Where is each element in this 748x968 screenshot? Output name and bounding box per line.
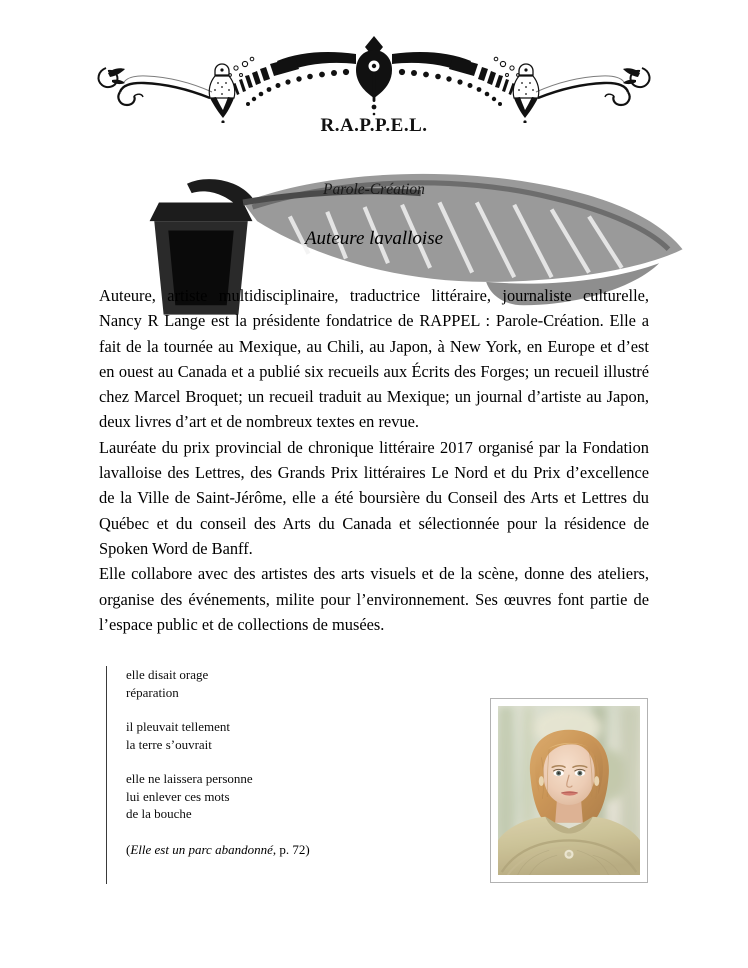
rappel-logo bbox=[0, 116, 748, 198]
poem-line: elle ne laissera personne bbox=[126, 771, 253, 786]
citation-work-title: Elle est un parc abandonné bbox=[130, 841, 273, 857]
poem-stanza bbox=[126, 718, 310, 753]
poem-stanza bbox=[126, 770, 310, 823]
poem-line: réparation bbox=[126, 684, 179, 700]
ornamental-flourish-divider bbox=[94, 28, 654, 123]
poem-citation bbox=[126, 841, 310, 859]
bio-paragraph-1: Auteure, artiste multidisciplinaire, traductrice littéraire, journaliste culturelle, Nancy R Lange est la présidente fondatrice de RAPPEL : Parole-Création. Elle a fait de la tournée au Mexique, au Chili, au Japon, à New York, en Europe et d’est en ouest au Canada et a publié six recueils aux Écrits des Forges; un recueil illustré chez Marcel Broquet; un recueil traduit au Mexique; un journal d’artiste au Japon, deux livres d’art et de nombreux textes en revue. bbox=[99, 286, 649, 432]
author-portrait bbox=[498, 706, 640, 875]
poem-line: lui enlever ces mots bbox=[126, 788, 230, 804]
biography-text bbox=[99, 283, 649, 637]
poem-text bbox=[126, 666, 310, 823]
bio-paragraph-3: Elle collabore avec des artistes des arts visuels et de la scène, donne des ateliers, organise des événements, milite pour l’environnement. Ses œuvres font partie de l’espace public et de collections de musées. bbox=[99, 564, 649, 634]
page-title: Auteure lavalloise bbox=[304, 228, 444, 249]
citation-open-paren: ( bbox=[126, 841, 131, 857]
poem-stanza bbox=[126, 666, 310, 701]
poem-excerpt-block bbox=[106, 666, 310, 884]
inkwell-quill-icon bbox=[0, 137, 748, 181]
document-header bbox=[0, 0, 748, 212]
poem-line: la terre s’ouvrait bbox=[126, 736, 212, 752]
citation-page-ref: , p. 72) bbox=[272, 841, 310, 857]
bio-paragraph-2: Lauréate du prix provincial de chronique littéraire 2017 organisé par la Fondation lavalloise des Lettres, des Grands Prix littéraires Le Nord et du Prix d’excellence de la Ville de Saint-Jérôme, elle a été boursière du Conseil des Arts et Lettres du Québec et du conseil des Arts du Canada et sélectionnée pour la résidence de Spoken Word de Banff. bbox=[99, 437, 649, 558]
poem-line: elle disait orage bbox=[126, 667, 209, 682]
poem-line: de la bouche bbox=[126, 806, 192, 821]
logo-tagline: Parole-Création bbox=[323, 181, 425, 198]
author-portrait-frame bbox=[490, 698, 648, 883]
logo-wordmark: R.A.P.P.E.L. bbox=[320, 115, 428, 136]
poem-line: il pleuvait tellement bbox=[126, 719, 230, 734]
